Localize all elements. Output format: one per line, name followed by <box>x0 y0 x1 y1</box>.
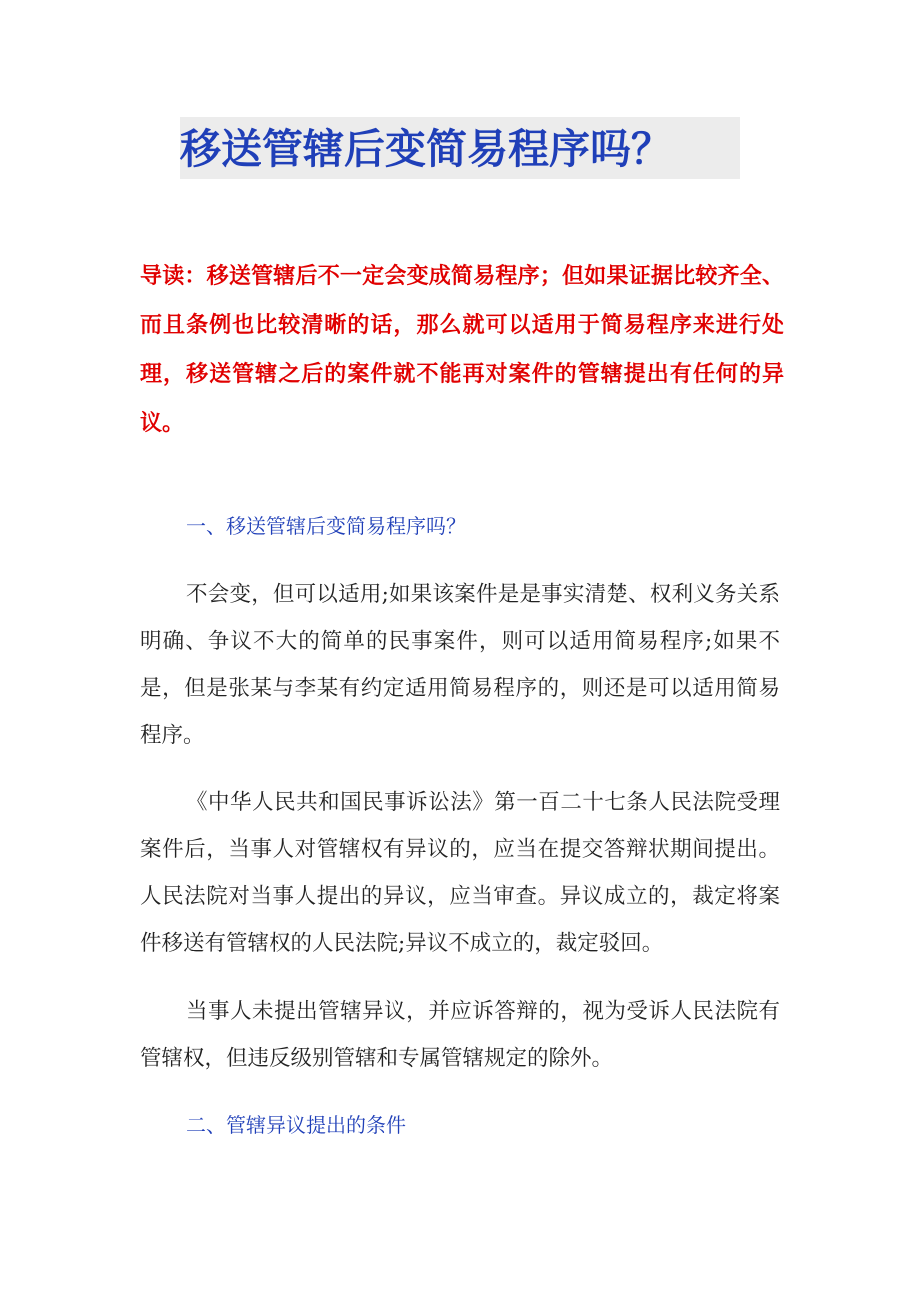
body-paragraph-1: 不会变，但可以适用;如果该案件是是事实清楚、权利义务关系明确、争议不大的简单的民事案件，则可以适用简易程序;如果不是，但是张某与李某有约定适用简易程序的，则还是可以适用简易程序。 <box>140 582 780 748</box>
body-paragraph-3: 当事人未提出管辖异议，并应诉答辩的，视为受诉人民法院有管辖权，但违反级别管辖和专属管辖规定的除外。 <box>140 999 780 1071</box>
page-title: 移送管辖后变简易程序吗？ <box>180 125 672 173</box>
section-heading-2: 二、管辖异议提出的条件 <box>186 1113 406 1137</box>
section-heading-1: 一、移送管辖后变简易程序吗？ <box>186 514 466 538</box>
lead-paragraph: 导读：移送管辖后不一定会变成简易程序；但如果证据比较齐全、而且条例也比较清晰的话，那么就可以适用于简易程序来进行处理，移送管辖之后的案件就不能再对案件的管辖提出有任何的异议。 <box>140 264 784 436</box>
body-paragraph-2: 《中华人民共和国民事诉讼法》第一百二十七条人民法院受理案件后，当事人对管辖权有异议的，应当在提交答辩状期间提出。人民法院对当事人提出的异议，应当审查。异议成立的，裁定将案件移送有管辖权的人民法院;异议不成立的，裁定驳回。 <box>140 790 780 956</box>
